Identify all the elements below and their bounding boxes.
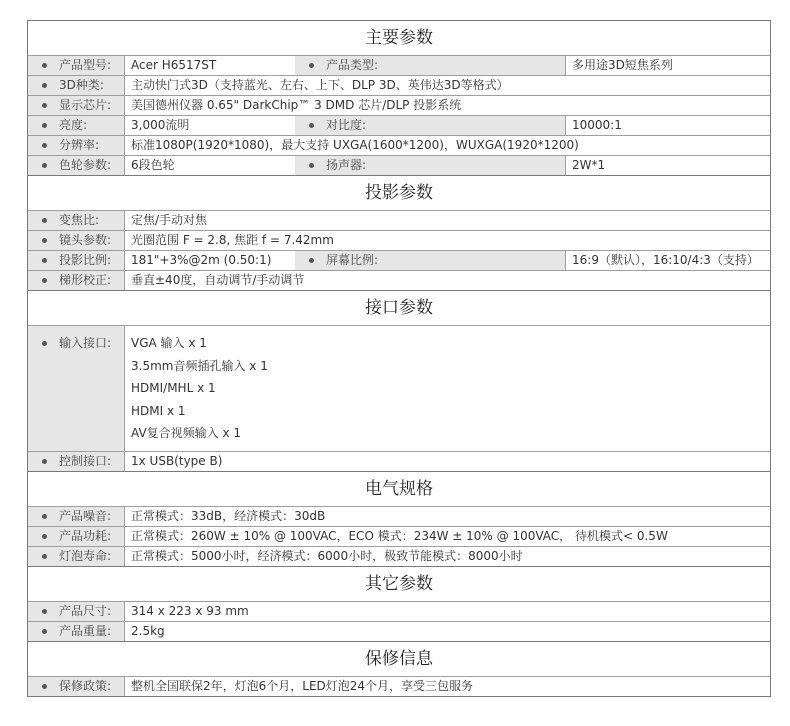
bullet-icon [309, 63, 314, 68]
spec-label-cell [28, 602, 125, 621]
spec-label-cell [28, 116, 125, 135]
spec-row [28, 155, 770, 175]
spec-row [28, 325, 770, 451]
spec-value: 标准1080P(1920*1080)，最大支持 UXGA(1600*1200)，WUXGA(1920*1200) [125, 136, 770, 155]
spec-value: 美国德州仪器 0.65" DarkChip™ 3 DMD 芯片/DLP 投影系统 [125, 96, 770, 115]
spec-value-line: AV复合视频输入 x 1 [131, 426, 242, 440]
spec-value: 正常模式：260W ± 10% @ 100VAC，ECO 模式：234W ± 10% @ 100VAC， 待机模式< 0.5W [125, 527, 770, 546]
spec-label: 产品类型: [326, 58, 379, 72]
spec-label: 灯泡寿命: [59, 548, 112, 563]
bullet-icon [42, 143, 47, 148]
bullet-icon [42, 103, 47, 108]
spec-label-cell [28, 56, 125, 75]
spec-row [28, 115, 770, 135]
spec-value-line: HDMI/MHL x 1 [131, 381, 216, 395]
spec-row [28, 546, 770, 566]
spec-row [28, 250, 770, 270]
bullet-icon [42, 684, 47, 689]
bullet-icon [42, 83, 47, 88]
spec-value: Acer H6517ST [125, 56, 295, 75]
bullet-icon [309, 163, 314, 168]
spec-value: 定焦/手动对焦 [125, 211, 770, 230]
spec-label: 产品功耗: [59, 528, 112, 543]
spec-label: 产品型号: [59, 58, 112, 72]
spec-value: 3,000流明 [125, 116, 295, 135]
spec-row [28, 506, 770, 526]
spec-label-cell [28, 326, 125, 451]
spec-label-cell [28, 136, 125, 155]
spec-label-cell [28, 211, 125, 230]
bullet-icon [42, 629, 47, 634]
spec-value: 314 x 223 x 93 mm [125, 602, 770, 621]
spec-sheet [27, 20, 771, 697]
spec-label: 产品重量: [59, 623, 112, 638]
spec-label-cell [28, 507, 125, 526]
spec-label: 保修政策: [59, 678, 112, 693]
section-title: 主要参数 [28, 20, 770, 55]
spec-value-2: 10000:1 [566, 116, 770, 135]
spec-value: 光圈范围 F = 2.8, 焦距 f = 7.42mm [125, 231, 770, 250]
bullet-icon [42, 514, 47, 519]
spec-label-cell [28, 231, 125, 250]
spec-value-line: VGA 输入 x 1 [131, 336, 207, 350]
section-title: 投影参数 [28, 175, 770, 210]
spec-label-cell [28, 76, 125, 95]
spec-value-2: 16:9（默认），16:10/4:3（支持） [566, 251, 770, 270]
spec-label-cell [28, 622, 125, 641]
bullet-icon [42, 218, 47, 223]
bullet-icon [42, 554, 47, 559]
spec-label-cell [295, 251, 566, 270]
section-title: 其它参数 [28, 566, 770, 601]
spec-label: 控制接口: [59, 453, 112, 468]
spec-label-cell [28, 271, 125, 290]
spec-row [28, 451, 770, 471]
bullet-icon [42, 238, 47, 243]
spec-row [28, 55, 770, 75]
spec-row [28, 95, 770, 115]
spec-row [28, 210, 770, 230]
bullet-icon [42, 258, 47, 263]
spec-label: 分辨率: [59, 138, 100, 152]
bullet-icon [42, 609, 47, 614]
spec-value: 2.5kg [125, 622, 770, 641]
spec-label-cell [28, 452, 125, 471]
spec-value: 181"+3%@2m (0.50:1) [125, 251, 295, 270]
spec-value-2: 多用途3D短焦系列 [566, 56, 770, 75]
spec-value-line: HDMI x 1 [131, 403, 186, 418]
spec-value: 正常模式：5000小时，经济模式：6000小时，极致节能模式：8000小时 [125, 547, 770, 566]
spec-value: 1x USB(type B) [125, 452, 770, 471]
spec-value-2: 2W*1 [566, 156, 770, 175]
spec-value: 主动快门式3D（支持蓝光、左右、上下、DLP 3D、英伟达3D等格式） [125, 76, 770, 95]
bullet-icon [42, 63, 47, 68]
spec-label-cell [28, 96, 125, 115]
spec-value: 整机全国联保2年，灯泡6个月，LED灯泡24个月，享受三包服务 [125, 677, 770, 696]
bullet-icon [42, 534, 47, 539]
bullet-icon [42, 163, 47, 168]
spec-row [28, 621, 770, 641]
spec-label: 产品噪音: [59, 508, 112, 523]
spec-row [28, 270, 770, 290]
spec-value-line: 3.5mm音频插孔输入 x 1 [131, 358, 268, 373]
spec-label-cell [295, 116, 566, 135]
spec-label: 变焦比: [59, 213, 100, 227]
spec-label: 显示芯片: [59, 98, 112, 112]
spec-value [125, 326, 770, 451]
spec-label: 镜头参数: [59, 233, 112, 247]
bullet-icon [309, 258, 314, 263]
spec-label-cell [28, 251, 125, 270]
spec-value: 垂直±40度，自动调节/手动调节 [125, 271, 770, 290]
bullet-icon [309, 123, 314, 128]
bullet-icon [42, 459, 47, 464]
spec-row [28, 230, 770, 250]
bullet-icon [42, 341, 47, 346]
spec-label: 亮度: [59, 118, 88, 132]
spec-label-cell [295, 156, 566, 175]
spec-row [28, 526, 770, 546]
spec-label: 色轮参数: [59, 158, 112, 172]
spec-label-cell [28, 527, 125, 546]
spec-label: 产品尺寸: [59, 603, 112, 618]
spec-row [28, 135, 770, 155]
spec-row [28, 75, 770, 95]
spec-label-cell [295, 56, 566, 75]
section-title: 保修信息 [28, 641, 770, 676]
spec-row [28, 601, 770, 621]
section-title: 接口参数 [28, 290, 770, 325]
spec-label-cell [28, 677, 125, 696]
spec-label: 梯形校正: [59, 273, 112, 287]
bullet-icon [42, 123, 47, 128]
spec-value: 6段色轮 [125, 156, 295, 175]
spec-value: 正常模式：33dB，经济模式：30dB [125, 507, 770, 526]
section-title: 电气规格 [28, 471, 770, 506]
spec-label: 屏幕比例: [326, 253, 379, 267]
spec-label-cell [28, 156, 125, 175]
spec-label-cell [28, 547, 125, 566]
spec-label: 3D种类: [59, 78, 104, 92]
spec-row [28, 676, 770, 696]
bullet-icon [42, 278, 47, 283]
spec-label: 对比度: [326, 118, 367, 132]
spec-label: 扬声器: [326, 158, 367, 172]
spec-label: 输入接口: [59, 336, 112, 350]
spec-label: 投影比例: [59, 253, 112, 267]
